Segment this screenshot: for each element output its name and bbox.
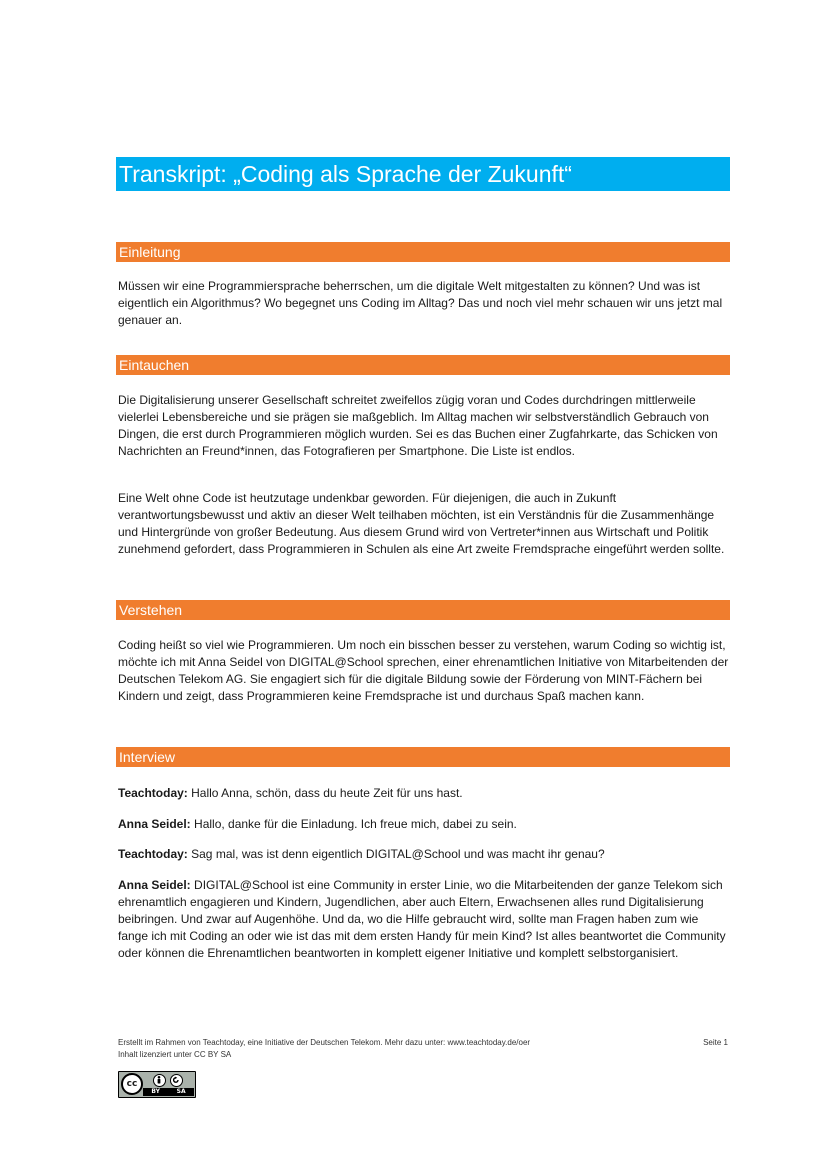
einleitung-paragraph: Müssen wir eine Programmiersprache beherrschen, um die digitale Welt mitgestalten zu können? Und was ist eigentlich ein Algorithmus? Wo begegnet uns Coding im Alltag? Das und noch viel mehr schauen wir uns jetzt mal genauer an. — [118, 279, 723, 327]
cc-by-sa-license-icon — [118, 1071, 196, 1098]
turn-text: Sag mal, was ist denn eigentlich DIGITAL@School und was macht ihr genau? — [187, 847, 605, 861]
sa-label: SA — [176, 1088, 186, 1095]
by-label: BY — [151, 1088, 160, 1095]
page-number: Seite 1 — [703, 1038, 728, 1047]
turn-text: DIGITAL@School ist eine Community in erster Linie, wo die Mitarbeitenden der ganze Telekom sich ehrenamtlich engagieren und Kindern, Jugendlichen, aber auch Eltern, Erwachsenen alles rund Digitalisierung beibringen. Und zwar auf Augenhöhe. Und da, wo die Hilfe gebraucht wird, sollte man Fragen haben zum wie fange ich mit Coding an oder wie ist das mit dem ersten Handy für mein Kind? Ist alles beantwortet die Community oder können die Ehrenamtlichen beantworten in komplett eigener Initiative und komplett selbstorganisiert. — [118, 878, 726, 960]
section-heading-interview: Interview — [116, 747, 730, 767]
verstehen-paragraph: Coding heißt so viel wie Programmieren. Um noch ein bisschen besser zu verstehen, warum Coding so wichtig ist, möchte ich mit Anna Seidel von DIGITAL@School sprechen, einer ehrenamtlichen Initiative von Mitarbeitenden der Deutschen Telekom AG. Sie engagiert sich für die digitale Bildung sowie der Förderung von MINT-Fächern bei Kindern und zeigt, dass Programmieren keine Fremdsprache ist und durchaus Spaß machen kann. — [118, 638, 729, 703]
share-alike-icon — [170, 1074, 183, 1087]
interview-turn — [118, 846, 730, 863]
section-heading-eintauchen: Eintauchen — [116, 355, 730, 375]
turn-text: Hallo Anna, schön, dass du heute Zeit für uns hast. — [187, 786, 463, 800]
footer-license-text: Inhalt lizenziert unter CC BY SA — [118, 1050, 232, 1059]
eintauchen-paragraph-2: Eine Welt ohne Code ist heutzutage undenkbar geworden. Für diejenigen, die auch in Zukunft verantwortungsbewusst und aktiv an dieser Welt teilhaben möchten, ist ein Verständnis für die Zusammenhänge und Hintergründe von großer Bedeutung. Aus diesem Grund wird von Vertreter*innen aus Wirtschaft und Politik zunehmend gefordert, dass Programmieren in Schulen als eine Art zweite Fremdsprache eingeführt werden sollte. — [118, 491, 725, 556]
cc-icon: cc — [121, 1073, 143, 1095]
speaker-name: Teachtoday: — [118, 786, 188, 800]
interview-turn — [118, 816, 730, 833]
interview-turn — [118, 785, 730, 802]
by-person-icon — [153, 1074, 166, 1087]
speaker-name: Teachtoday: — [118, 847, 188, 861]
speaker-name: Anna Seidel: — [118, 817, 191, 831]
page-title: Transkript: „Coding als Sprache der Zukunft“ — [116, 157, 730, 191]
license-labels — [143, 1088, 194, 1096]
section-heading-verstehen: Verstehen — [116, 600, 730, 620]
footer-credit: Erstellt im Rahmen von Teachtoday, eine Initiative der Deutschen Telekom. Mehr dazu unter: www.teachtoday.de/oer — [118, 1038, 531, 1047]
speaker-name: Anna Seidel: — [118, 878, 191, 892]
section-heading-einleitung: Einleitung — [116, 242, 730, 262]
turn-text: Hallo, danke für die Einladung. Ich freue mich, dabei zu sein. — [190, 817, 517, 831]
eintauchen-paragraph-1: Die Digitalisierung unserer Gesellschaft schreitet zweifellos zügig voran und Codes durchdringen mittlerweile vielerlei Lebensbereiche und sie prägen sie maßgeblich. Im Alltag machen wir selbstverständlich Gebrauch von Dingen, die erst durch Programmieren möglich wurden. Sei es das Buchen einer Zugfahrkarte, das Schicken von Nachrichten an Freund*innen, das Fotografieren per Smartphone. Die Liste ist endlos. — [118, 393, 718, 458]
interview-turn — [118, 877, 730, 962]
